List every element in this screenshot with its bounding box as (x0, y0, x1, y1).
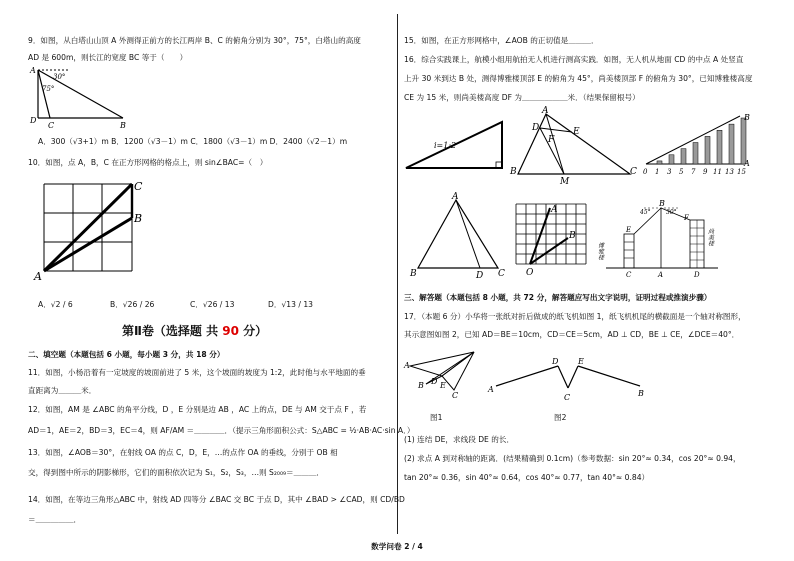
q10-option-b: B．√26 / 26 (110, 300, 155, 309)
tick-15: 15 (737, 168, 746, 176)
tick-1: 1 (655, 168, 660, 176)
answer-heading: 三、解答题（本题包括 8 小题，共 72 分，解答题应写出文字说明，证明过程或推演步骤） (404, 293, 712, 302)
label-b: B (638, 389, 644, 398)
q9-figure (28, 66, 128, 130)
figure1-caption: 图1 (430, 413, 443, 422)
stair-bar (669, 155, 674, 164)
label-b: B (418, 381, 424, 390)
bar-group (657, 118, 746, 164)
stair-bar (717, 130, 722, 164)
tick-3: 3 (667, 168, 672, 176)
label-a: A (488, 385, 494, 394)
label-c: C (630, 167, 637, 177)
label-d: D (476, 271, 484, 281)
q9-options: A．300（√3+1）m B．1200（√3－1）m C．1800（√3－1）m D．2400（√2－1）m (38, 137, 348, 146)
stair-bar-figure (640, 110, 760, 180)
angle-30: 30° (53, 73, 66, 81)
label-e: E (573, 127, 580, 137)
label-b: B (744, 113, 750, 122)
fill-in-heading: 二、填空题（本题包括 6 小题，每小题 3 分，共 18 分） (28, 350, 225, 359)
label-d: D (694, 271, 700, 279)
label-c: C (498, 269, 505, 279)
angle-75: 75° (42, 85, 55, 93)
q17-line1: 17．（本题 6 分）小华将一张纸对折后做成的纸飞机如图 1，纸飞机机尾的横截面是一个轴对称图形， (404, 312, 746, 321)
figure2-caption: 图2 (554, 413, 567, 422)
label-a: A (404, 361, 410, 370)
label-a: A (34, 270, 42, 283)
page-footer: 数学问卷 2 / 4 (371, 542, 423, 551)
tick-5: 5 (679, 168, 684, 176)
q16-line3: CE 为 15 米，则尚美楼高度 DF 为＿＿＿＿＿＿米．（结果保留根号） (404, 93, 640, 102)
stair-bar (681, 149, 686, 164)
label-b: B (659, 199, 665, 208)
label-c: C (452, 391, 459, 400)
stair-bar (729, 124, 734, 164)
tick-7: 7 (691, 168, 696, 176)
tail-section-figure (488, 356, 648, 404)
q17-part2: (2) 求点 A 到对称轴的距离．(结果精确到 0.1cm)（参考数据：sin 20°≈ 0.34，cos 20°≈ 0.94， (404, 454, 741, 463)
label-b: B (569, 231, 576, 241)
label-a: A (452, 192, 459, 202)
label-m: M (560, 177, 570, 187)
tick-0: 0 (643, 168, 648, 176)
q10-option-c: C．√26 / 13 (190, 300, 235, 309)
label-b: B (510, 167, 517, 177)
label-e: E (440, 381, 446, 390)
q16-line2: 上升 30 米到达 B 处，测得博雅楼顶部 E 的俯角为 45°，尚美楼顶部 F 的俯角为 30°，已知博雅楼高度 (404, 74, 753, 83)
q10-grid-figure (34, 178, 149, 284)
angle-45: 45° (640, 209, 651, 216)
label-e: E (626, 226, 632, 234)
paper-plane-figure (404, 346, 484, 408)
section2-title: 第Ⅱ卷（选择题 共 90 分） (122, 324, 268, 338)
q17-line2: 其示意图如图 2，已知 AD＝BE＝10cm，CD＝CE＝5cm，AD ⊥ CD，BE ⊥ CE，∠DCE＝40°． (404, 330, 740, 339)
label-shangmei-building: 尚美楼 (706, 228, 714, 246)
label-f: F (684, 214, 689, 222)
label-a: A (542, 106, 549, 116)
label-boya-building: 博雅楼 (596, 242, 604, 260)
q15-text: 15．如图，在正方形网格中，∠AOB 的正切值是＿＿＿． (404, 36, 599, 45)
label-c: C (564, 393, 571, 402)
grid-angle-figure (512, 200, 594, 280)
tick-9: 9 (703, 168, 708, 176)
label-f: F (548, 135, 555, 145)
q12-line1: 12．如图，AM 是 ∠ABC 的角平分线，D ，E 分别是边 AB ，AC 上的点，DE 与 AM 交于点 F ，若 (28, 405, 367, 414)
slope-figure (402, 118, 508, 174)
column-divider (397, 14, 398, 534)
label-a: A (30, 66, 36, 75)
stair-bar (693, 143, 698, 164)
stair-bar (705, 136, 710, 164)
angle-30: 30° (666, 209, 677, 216)
label-a: A (744, 159, 750, 168)
stair-bar (657, 161, 662, 164)
label-c: C (134, 180, 143, 193)
triangle-def-figure (510, 106, 638, 186)
label-c: C (626, 271, 632, 279)
q13-line1: 13．如图，∠AOB＝30°，在射线 OA 的点 C，D，E，…的点作 OA 的垂线，分别于 OB 相 (28, 448, 338, 457)
q9-line2: AD 是 600m，则长江的宽度 BC 等于（ ） (28, 53, 188, 62)
q13-line2: 交，得到图中所示的阴影梯形，它们的面积依次记为 S₁，S₂，S₃，…则 S₂₀₀₉＝＿＿＿． (28, 468, 325, 477)
label-a: A (658, 271, 664, 279)
q14-line1: 14．如图，在等边三角形△ABC 中，射线 AD 四等分 ∠BAC 交 BC 于点 D，其中 ∠BAD > ∠CAD，则 CD/BD (28, 495, 405, 504)
q12-line2: AD＝1，AE＝2，BD＝3，EC＝4，则 AF/AM ＝＿＿＿＿．（提示三角形面积公式：S△ABC = ½·AB·AC·sin A．） (28, 426, 415, 435)
slope-ratio-label: i=1:2 (434, 141, 457, 150)
drone-buildings-figure (598, 198, 724, 282)
label-c: C (48, 121, 55, 130)
q17-part3: tan 20°≈ 0.36，sin 40°≈ 0.64，cos 40°≈ 0.77，tan 40°≈ 0.84） (404, 473, 650, 482)
label-d: D (552, 357, 559, 366)
q10-line1: 10．如图，点 A，B，C 在正方形网格的格点上，则 sin∠BAC=（ ） (28, 158, 268, 167)
label-b: B (120, 121, 126, 130)
triangle-abdc-figure (410, 192, 506, 282)
q10-option-a: A．√2 / 6 (38, 300, 73, 309)
q16-line1: 16．综合实践课上，航模小组用航拍无人机进行测高实践．如图，无人机从地面 CD 的中点 A 处竖直 (404, 55, 744, 64)
q9-line1: 9．如图，从白塔山山顶 A 外测得正前方的长江两岸 B、C 的俯角分别为 30°，75°，白塔山的高度 (28, 36, 361, 45)
label-d: D (532, 123, 540, 133)
label-b: B (134, 212, 143, 225)
label-d: D (30, 116, 37, 125)
tick-11: 11 (713, 168, 722, 176)
label-o: O (526, 268, 534, 278)
q11-line2: 直距离为＿＿＿米． (28, 386, 97, 395)
q14-line2: ＝＿＿＿＿＿． (28, 515, 82, 524)
label-a: A (551, 205, 558, 215)
q10-option-d: D．√13 / 13 (268, 300, 313, 309)
q17-part1: (1) 连结 DE，求线段 DE 的长． (404, 435, 515, 444)
label-d: D (431, 377, 438, 386)
label-e: E (578, 357, 584, 366)
tick-13: 13 (725, 168, 734, 176)
q11-line1: 11．如图，小杨沿着有一定坡度的坡面前进了 5 米，这个坡面的坡度为 1:2，此时他与水平地面的垂 (28, 368, 366, 377)
stair-bar (741, 118, 746, 164)
label-b: B (410, 269, 417, 279)
